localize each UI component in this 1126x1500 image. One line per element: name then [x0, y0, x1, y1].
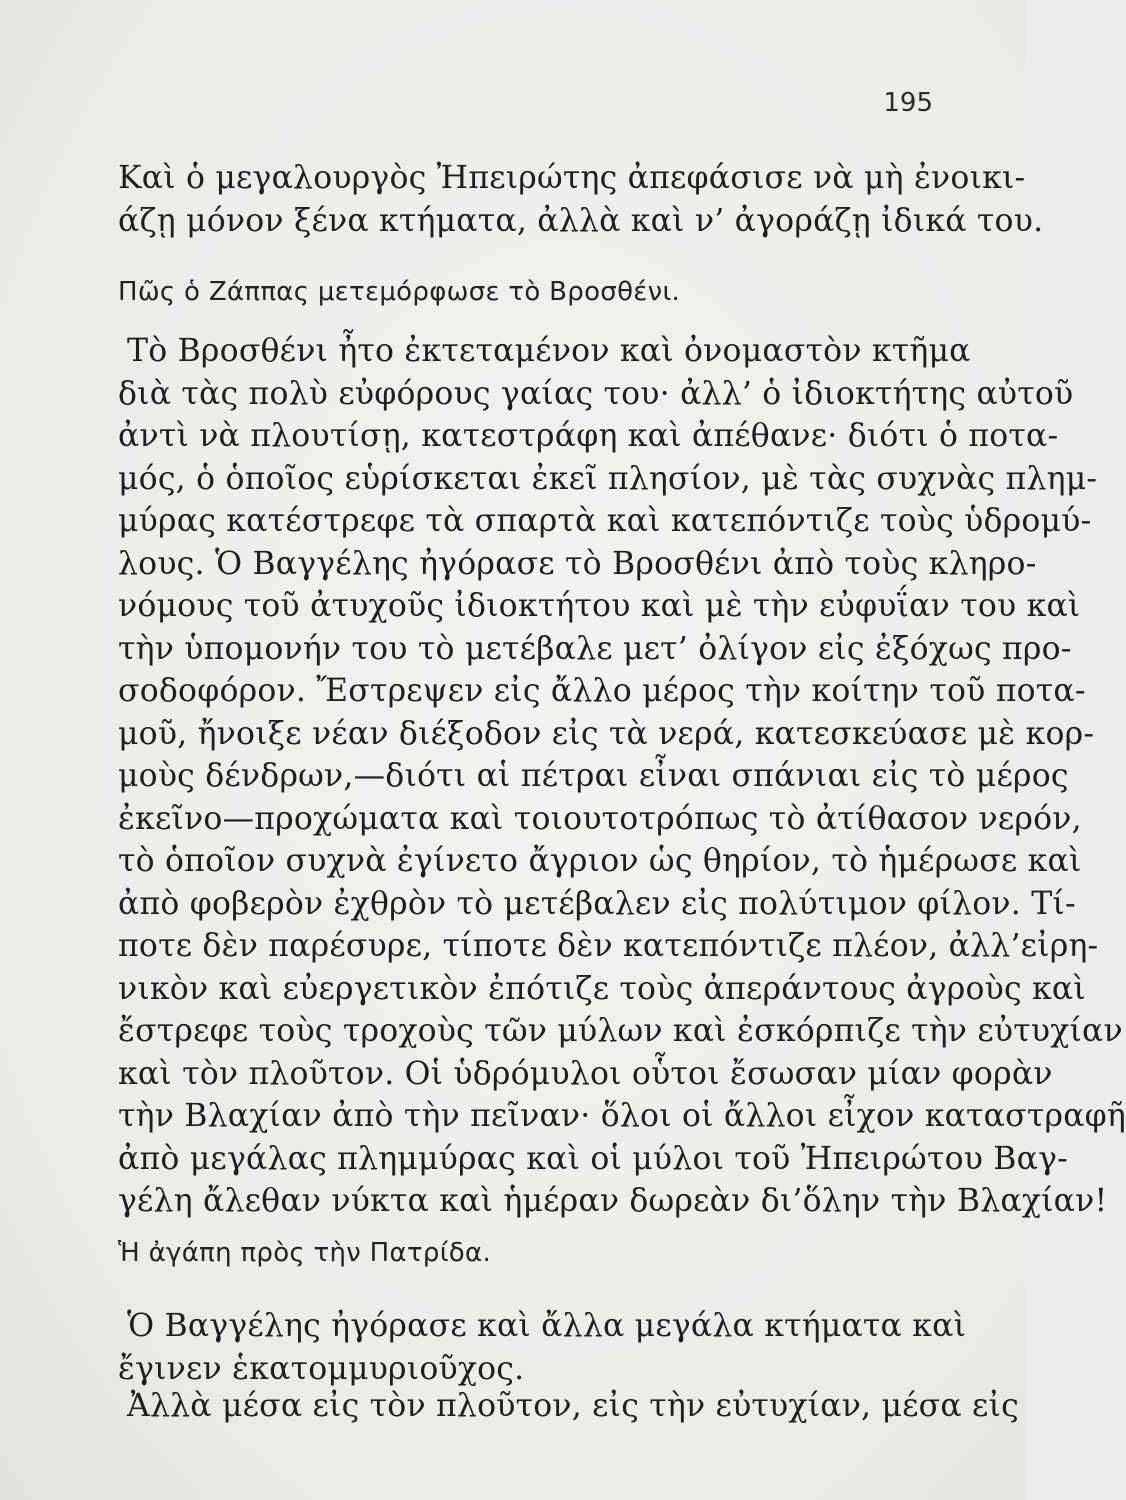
text-line: Τὸ Βροσθένι ἦτο ἐκτεταμένον καὶ ὀνομαστὸν κτῆμα	[127, 333, 971, 369]
text-line: γέλη ἄλεθαν νύκτα καὶ ἡμέραν δωρεὰν δι’ὅλην τὴν Βλαχίαν!	[118, 1183, 1108, 1219]
text-line: μύρας κατέστρεφε τὰ σπαρτὰ καὶ κατεπόντιζε τοὺς ὑδρομύ-	[118, 503, 1092, 539]
text-line: Καὶ ὁ μεγαλουργὸς Ἠπειρώτης ἀπεφάσισε νὰ μὴ ἐνοικι-	[118, 160, 1026, 196]
text-line: Ἀλλὰ μέσα εἰς τὸν πλοῦτον, εἰς τὴν εὐτυχίαν, μέσα εἰς	[127, 1388, 1019, 1424]
text-line: τὴν ὑπομονήν του τὸ μετέβαλε μετ’ ὀλίγον εἰς ἐξόχως προ-	[118, 630, 1072, 667]
paragraph-ploutos	[118, 1385, 1019, 1428]
text-line: ἔστρεφε τοὺς τροχοὺς τῶν μύλων καὶ ἐσκόρπιζε τὴν εὐτυχίαν	[118, 1013, 1123, 1049]
section-heading-patrida: Ἡ ἀγάπη πρὸς τὴν Πατρίδα.	[118, 1238, 492, 1268]
text-line: τὴν Βλαχίαν ἀπὸ τὴν πεῖναν· ὅλοι οἱ ἄλλοι εἶχον καταστραφῆ	[118, 1098, 1126, 1134]
text-line: διὰ τὰς πολὺ εὐφόρους γαίας του· ἀλλ’ ὁ ἰδιοκτήτης αὐτοῦ	[118, 375, 1074, 412]
text-line: ἀπὸ μεγάλας πλημμύρας καὶ οἱ μύλοι τοῦ Ἠπειρώτου Βαγ-	[118, 1140, 1068, 1177]
paragraph-intro	[118, 157, 1044, 242]
text-line: ἀπὸ φοβερὸν ἐχθρὸν τὸ μετέβαλεν εἰς πολύτιμον φίλον. Τί-	[118, 885, 1076, 922]
text-line: Ὁ Βαγγέλης ἠγόρασε καὶ ἄλλα μεγάλα κτήματα καὶ	[127, 1308, 967, 1344]
page-number: 195	[883, 88, 933, 118]
paragraph-ktimata	[118, 1305, 967, 1390]
text-line: μοὺς δένδρων,—διότι αἱ πέτραι εἶναι σπάνιαι εἰς τὸ μέρος	[118, 758, 1069, 794]
text-line: τὸ ὁποῖον συχνὰ ἐγίνετο ἄγριον ὡς θηρίον, τὸ ἡμέρωσε καὶ	[118, 843, 1082, 879]
text-line: λους. Ὁ Βαγγέλης ἠγόρασε τὸ Βροσθένι ἀπὸ τοὺς κληρο-	[118, 545, 1037, 582]
text-line: ἀντὶ νὰ πλουτίσῃ, κατεστράφη καὶ ἀπέθανε· διότι ὁ ποτα-	[118, 418, 1059, 454]
text-line: ἐκεῖνο—προχώματα καὶ τοιουτοτρόπως τὸ ἀτίθασον νερόν,	[118, 800, 1082, 837]
section-heading-vrosteni: Πῶς ὁ Ζάππας μετεμόρφωσε τὸ Βροσθένι.	[118, 277, 681, 307]
text-line: καὶ τὸν πλοῦτον. Οἱ ὑδρόμυλοι οὗτοι ἔσωσαν μίαν φορὰν	[118, 1055, 1053, 1092]
text-line: σοδοφόρον. Ἔστρεψεν εἰς ἄλλο μέρος τὴν κοίτην τοῦ ποτα-	[118, 673, 1086, 709]
text-line: ἔγινεν ἑκατομμυριοῦχος.	[118, 1350, 525, 1387]
text-line: μοῦ, ἤνοιξε νέαν διέξοδον εἰς τὰ νερά, κατεσκεύασε μὲ κορ-	[118, 715, 1095, 752]
text-line: ποτε δὲν παρέσυρε, τίποτε δὲν κατεπόντιζε πλέον, ἀλλ’εἰρη-	[118, 928, 1099, 964]
text-line: νόμους τοῦ ἀτυχοῦς ἰδιοκτήτου καὶ μὲ τὴν εὐφυΐαν του καὶ	[118, 588, 1081, 624]
text-line: νικὸν καὶ εὐεργετικὸν ἐπότιζε τοὺς ἀπεράντους ἀγροὺς καὶ	[118, 970, 1086, 1007]
text-line: άζῃ μόνον ξένα κτήματα, ἀλλὰ καὶ ν’ ἀγοράζῃ ἰδικά του.	[118, 202, 1044, 239]
paragraph-vrosteni	[118, 330, 1126, 1223]
text-line: μός, ὁ ὁποῖος εὑρίσκεται ἐκεῖ πλησίον, μὲ τὰς συχνὰς πλημ-	[118, 460, 1098, 497]
